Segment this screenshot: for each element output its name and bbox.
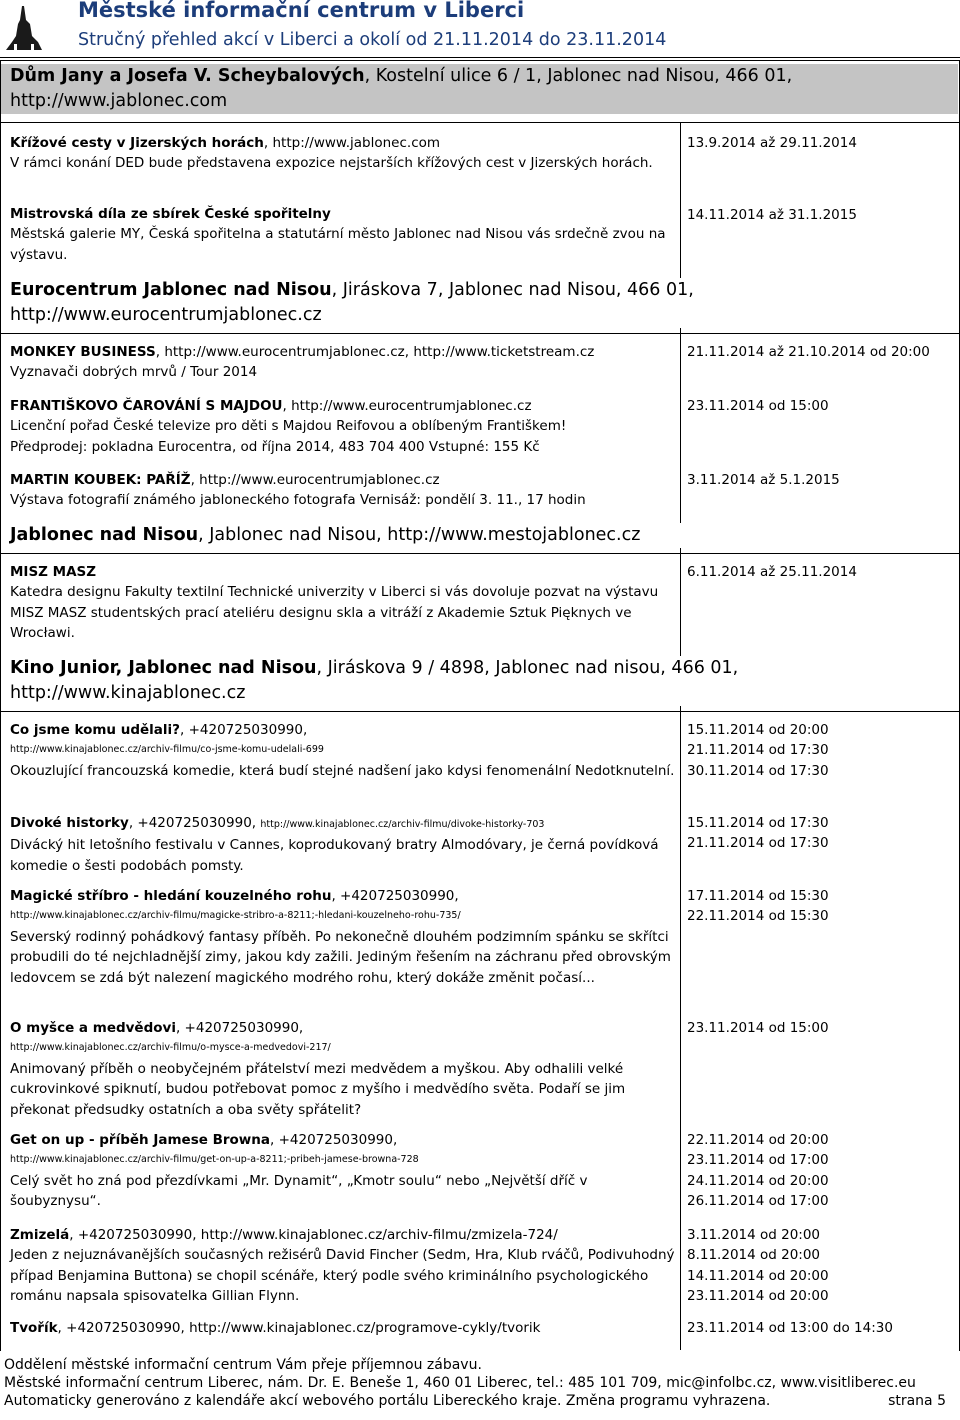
- page-subtitle: Stručný přehled akcí v Liberci a okolí od 21.11.2014 do 23.11.2014: [78, 30, 667, 50]
- event-dates: 17.11.2014 od 15:30 22.11.2014 od 15:30: [687, 888, 829, 925]
- event-link[interactable]: http://www.kinajablonec.cz/archiv-filmu/divoke-historky-703: [260, 819, 545, 830]
- event-dates: 3.11.2014 od 20:00 8.11.2014 od 20:00 14.11.2014 od 20:00 23.11.2014 od 20:00: [687, 1227, 829, 1305]
- event-item: FRANTIŠKOVO ČAROVÁNÍ S MAJDOU, http://www.eurocentrumjablonec.cz Licenční pořad České televize pro děti s Majdou Reifovou a oblíbeným Františkem! Předprodej: pokladna Eurocentra, od října 2014, 483 704 400 Vstupné: 155 Kč: [10, 398, 567, 455]
- page-title: Městské informační centrum v Liberci: [78, 0, 525, 22]
- event-dates: 6.11.2014 až 25.11.2014: [687, 564, 857, 580]
- venue-url[interactable]: http://www.eurocentrumjablonec.cz: [10, 305, 322, 325]
- event-item: Křížové cesty v Jizerských horách, http://www.jablonec.com V rámci konání DED bude představena expozice nejstarších křížových cest v Jizerských horách.: [10, 135, 653, 172]
- venue-heading: Jablonec nad Nisou, Jablonec nad Nisou, http://www.mestojablonec.cz: [1, 523, 958, 548]
- event-link[interactable]: http://www.kinajablonec.cz/archiv-filmu/get-on-up-a-8211;-pribeh-jamese-browna-728: [10, 1154, 419, 1166]
- event-item: Tvořík, +420725030990, http://www.kinajablonec.cz/programove-cykly/tvorik: [10, 1320, 541, 1336]
- event-item: Magické stříbro - hledání kouzelného rohu, +420725030990, http://www.kinajablonec.cz/archiv-filmu/magicke-stribro-a-8211;-hledani-kouzelneho-rohu-735/ Severský rodinný pohádkový fantasy příběh. Po nekonečně dlouhém podzimním spánku se skřítci probudili do té nejchladnější zimy, jakou kdy zažili. Jediným řešením na záchranu před obrovským ledovcem se zdá být nalezení magického modrého rohu, který dokáže změnit počasí...: [10, 886, 675, 988]
- venue-heading: Eurocentrum Jablonec nad Nisou, Jiráskova 7, Jablonec nad Nisou, 466 01, http://www.eurocentrumjablonec.cz: [1, 278, 958, 328]
- event-dates: 15.11.2014 od 20:00 21.11.2014 od 17:30 30.11.2014 od 17:30: [687, 722, 829, 779]
- event-dates: 22.11.2014 od 20:00 23.11.2014 od 17:00 24.11.2014 od 20:00 26.11.2014 od 17:00: [687, 1132, 829, 1210]
- page-number: strana 5: [888, 1393, 946, 1409]
- event-dates: 3.11.2014 až 5.1.2015: [687, 472, 840, 488]
- event-item: MONKEY BUSINESS, http://www.eurocentrumjablonec.cz, http://www.ticketstream.cz Vyznavači dobrých mrvů / Tour 2014: [10, 344, 595, 381]
- liberec-tower-logo-icon: [4, 2, 46, 52]
- header-divider: [0, 57, 960, 58]
- event-item: Get on up - příběh Jamese Browna, +420725030990, http://www.kinajablonec.cz/archiv-filmu/get-on-up-a-8211;-pribeh-jamese-browna-728 Celý svět ho zná pod přezdívkami „Mr. Dynamit“, „Kmotr soulu“ nebo „Největší dříč v šoubyznysu“.: [10, 1130, 675, 1212]
- venue-heading: Kino Junior, Jablonec nad Nisou, Jiráskova 9 / 4898, Jablonec nad nisou, 466 01, http://www.kinajablonec.cz: [1, 656, 958, 706]
- event-link[interactable]: http://www.kinajablonec.cz/archiv-filmu/magicke-stribro-a-8211;-hledani-kouzelneho-rohu-735/: [10, 910, 461, 922]
- event-link[interactable]: http://www.kinajablonec.cz/archiv-filmu/o-mysce-a-medvedovi-217/: [10, 1042, 331, 1054]
- event-item: O myšce a medvědovi, +420725030990, http://www.kinajablonec.cz/archiv-filmu/o-mysce-a-medvedovi-217/ Animovaný příběh o neobyčejném přátelství mezi medvědem a myškou. Aby odhalili velké cukrovinkové spiknutí, budou potřebovat pomoc z myšího i medvědího světa. Podaří se jim překonat předsudky ostatních a oba světy spřátelit?: [10, 1018, 675, 1120]
- event-dates: 23.11.2014 od 15:00: [687, 398, 829, 414]
- venue-url[interactable]: http://www.kinajablonec.cz: [10, 683, 246, 703]
- event-dates: 13.9.2014 až 29.11.2014: [687, 135, 857, 151]
- page-footer: Oddělení městské informační centrum Vám přeje příjemnou zábavu. Městské informační centrum Liberec, nám. Dr. E. Beneše 1, 460 01 Liberec, tel.: 485 101 709, mic@infolbc.cz, www.visitliberec.eu Automaticky generováno z kalendáře akcí webového portálu Libereckého kraje. Změna programu vyhrazena.: [4, 1357, 916, 1409]
- venue-url[interactable]: http://www.jablonec.com: [10, 91, 228, 111]
- venue-heading: Dům Jany a Josefa V. Scheybalových, Kostelní ulice 6 / 1, Jablonec nad Nisou, 466 01, http://www.jablonec.com: [1, 64, 958, 114]
- event-item: MARTIN KOUBEK: PAŘÍŽ, http://www.eurocentrumjablonec.cz Výstava fotografií známého jabloneckého fotografa Vernisáž: pondělí 3. 11., 17 hodin: [10, 472, 586, 509]
- event-dates: 15.11.2014 od 17:30 21.11.2014 od 17:30: [687, 815, 829, 852]
- page-header: [0, 0, 960, 58]
- event-item: MISZ MASZ Katedra designu Fakulty textilní Technické univerzity v Liberci si vás dovoluje pozvat na výstavu MISZ MASZ studentských prací ateliéru designu skla a vitráží z Akademie Sztuk Pięknych ve Wrocławi.: [10, 564, 659, 642]
- event-item: Co jsme komu udělali?, +420725030990, http://www.kinajablonec.cz/archiv-filmu/co-jsme-komu-udelali-699 Okouzlující francouzská komedie, která budí stejné nadšení jako kdysi fenomenální Nedotknutelní.: [10, 722, 675, 779]
- event-dates: 21.11.2014 až 21.10.2014 od 20:00: [687, 344, 930, 360]
- event-item: Mistrovská díla ze sbírek České spořitelny Městská galerie MY, Česká spořitelna a statutární město Jablonec nad Nisou vás srdečně zvou na výstavu.: [10, 206, 666, 263]
- event-dates: 14.11.2014 až 31.1.2015: [687, 207, 857, 223]
- event-item: Divoké historky, +420725030990, http://www.kinajablonec.cz/archiv-filmu/divoke-historky-703 Divácký hit letošního festivalu v Cannes, koprodukovaný bratry Almodóvary, je černá povídková komedie o šesti podobách pomsty.: [10, 815, 659, 874]
- event-dates: 23.11.2014 od 15:00: [687, 1020, 829, 1036]
- event-dates: 23.11.2014 od 13:00 do 14:30: [687, 1320, 893, 1336]
- event-item: Zmizelá, +420725030990, http://www.kinajablonec.cz/archiv-filmu/zmizela-724/ Jeden z nejuznávanějších současných režisérů David Fincher (Sedm, Hra, Klub rváčů, Podivuhodný případ Benjamina Buttona) se chopil scénáře, který podle svého kriminálního psychologického románu napsala spisovatelka Gillian Flynn.: [10, 1227, 675, 1305]
- event-link[interactable]: http://www.kinajablonec.cz/archiv-filmu/co-jsme-komu-udelali-699: [10, 744, 324, 756]
